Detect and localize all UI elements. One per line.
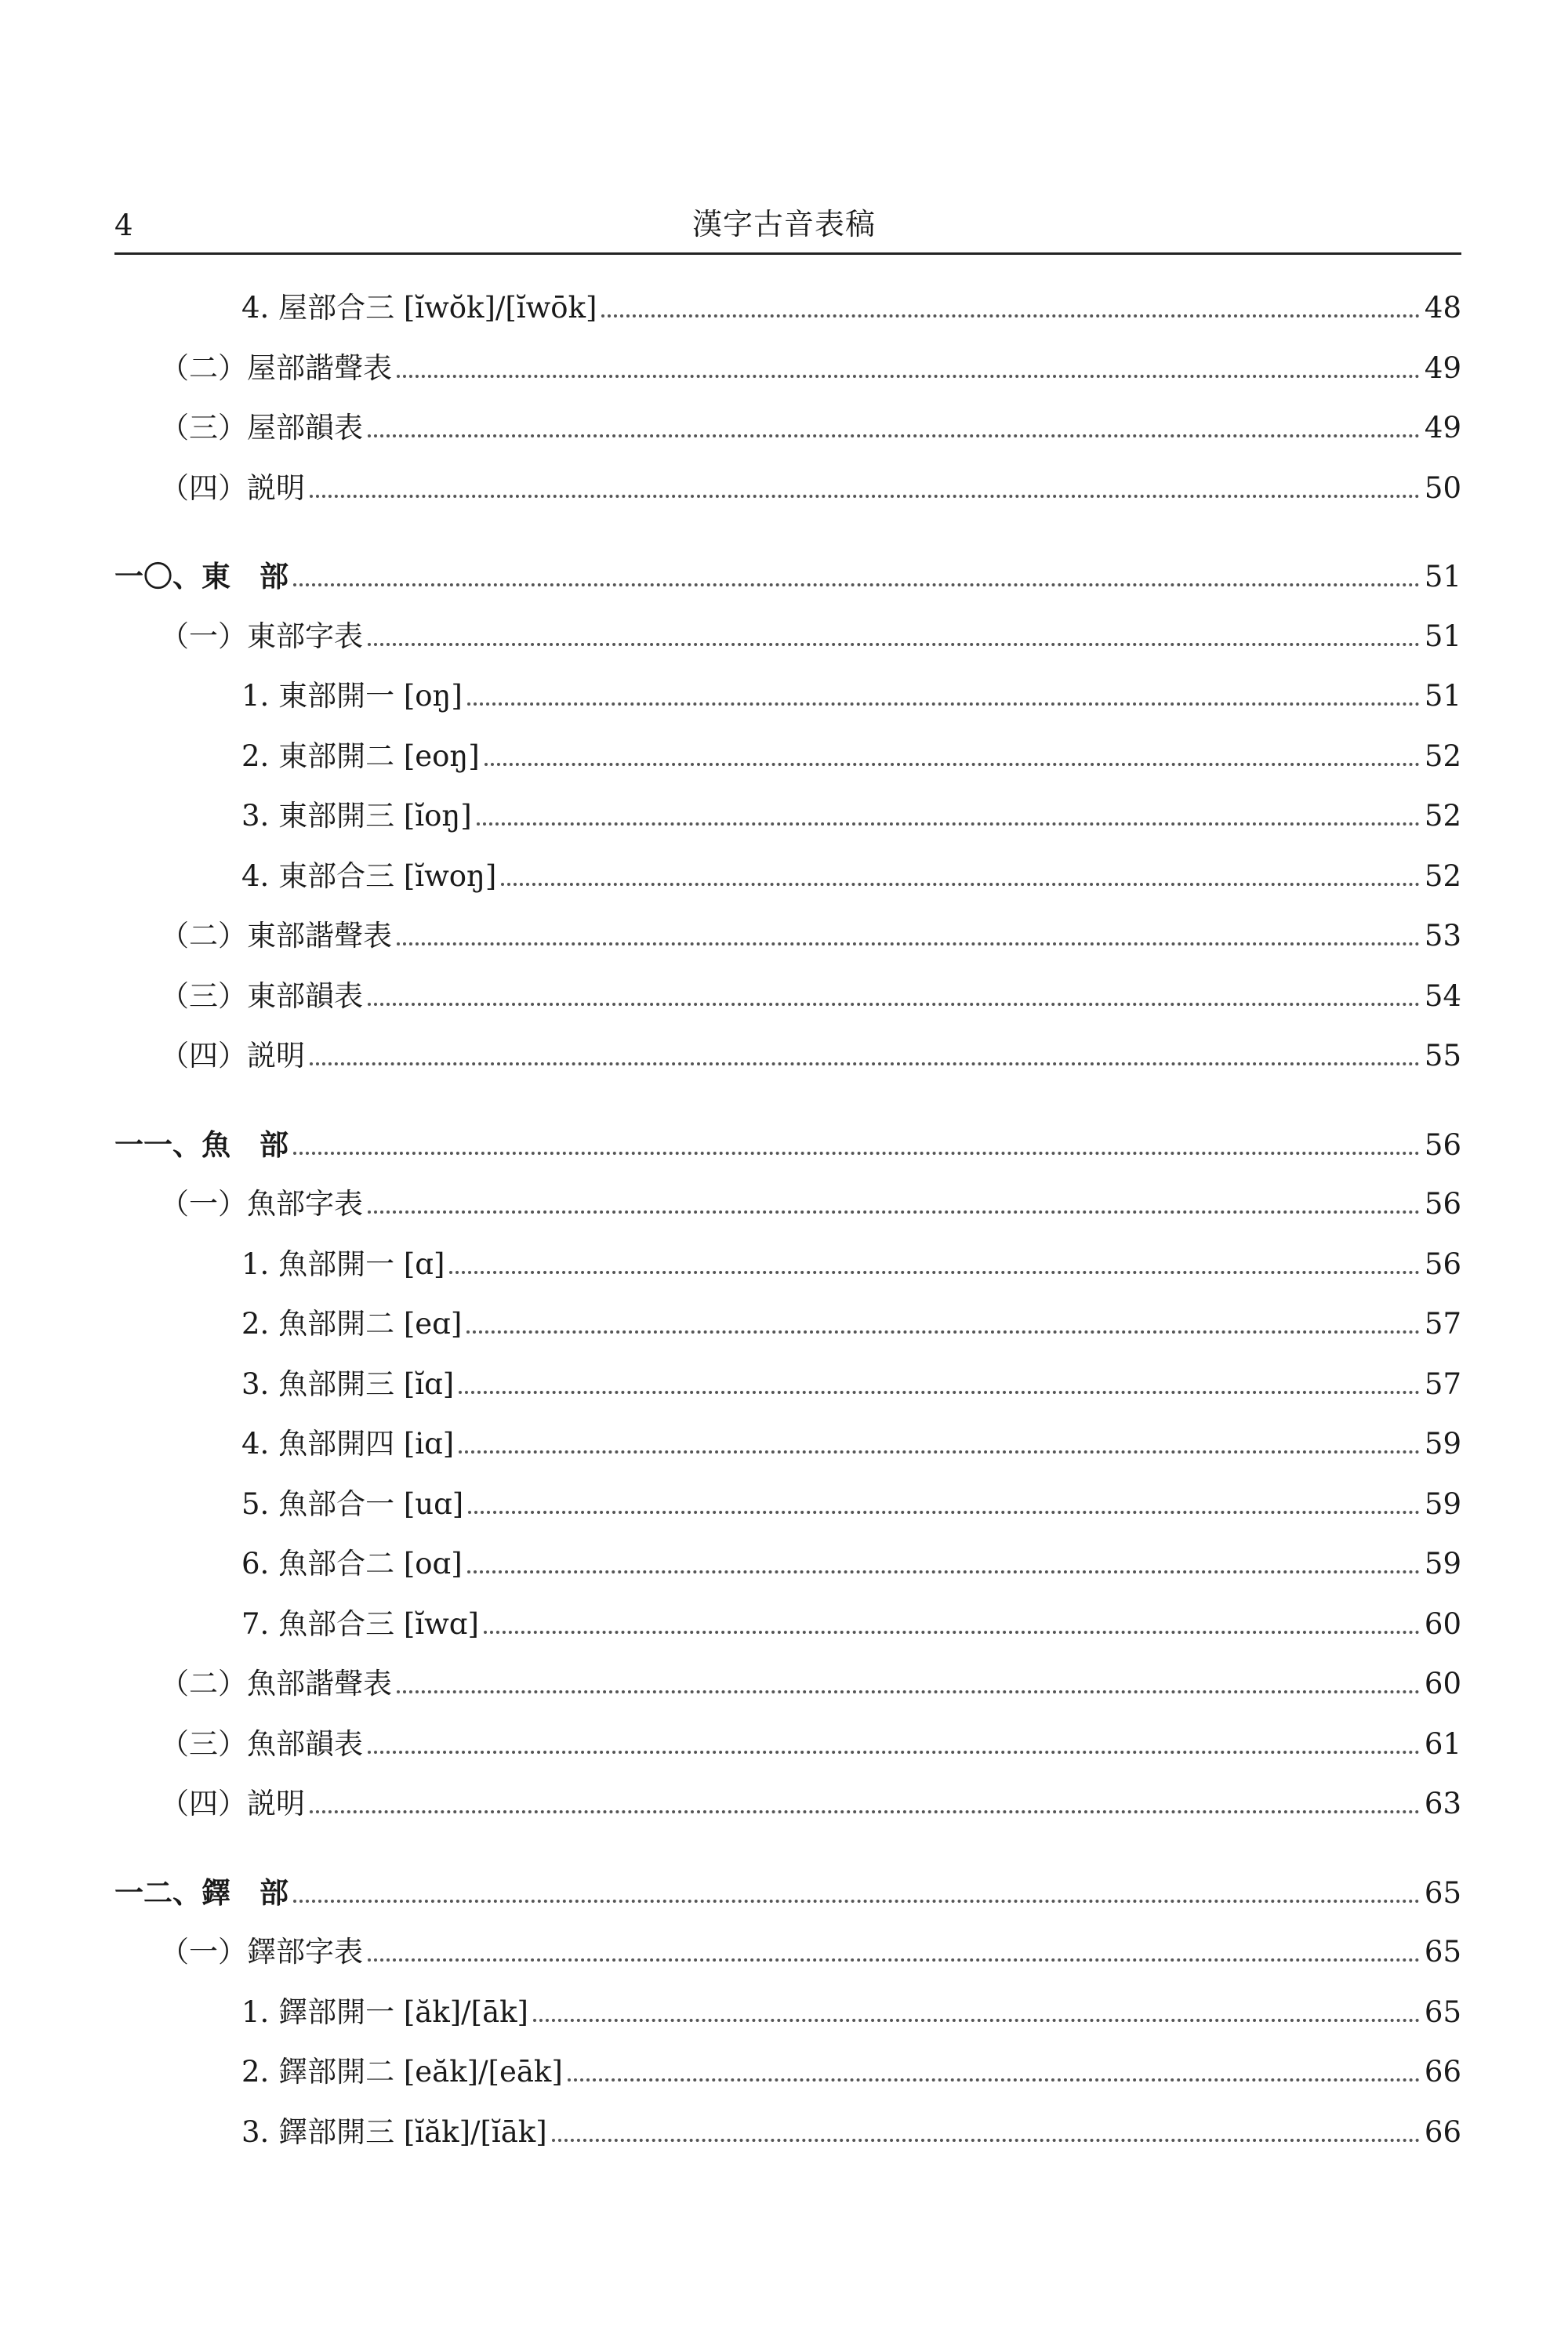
toc-entry [241,1546,1461,1582]
toc-entry [241,1426,1461,1462]
toc-page-number: 54 [1424,978,1461,1013]
toc-entry [160,1934,1461,1970]
subsection-title: 3. 魚部開三 [ĭɑ] [241,1367,455,1401]
toc-page-number: 52 [1424,799,1461,833]
subsection-title: 3. 東部開三 [ĭoŋ] [241,799,472,833]
subsection-title: 4. 東部合三 [ĭwoŋ] [241,858,497,893]
toc-page-number: 52 [1424,739,1461,773]
toc-entry [160,1726,1461,1762]
toc-page-number: 59 [1424,1547,1461,1581]
page-number: 4 [114,209,133,242]
subsection-title: 2. 鐸部開二 [eăk]/[eāk] [241,2055,563,2089]
toc-entry [241,2054,1461,2090]
toc-page-number: 49 [1424,350,1461,385]
dot-leader [368,434,1420,437]
toc-page-number: 48 [1424,291,1461,325]
section-title: （三）魚部韻表 [160,1726,363,1761]
toc-page-number: 50 [1424,470,1461,505]
section-title: （二）東部諧聲表 [160,919,392,953]
toc-entry [241,1367,1461,1403]
section-title: （四）説明 [160,1787,305,1820]
toc-entry [114,1127,1461,1163]
toc-page-number: 53 [1424,919,1461,953]
toc-entry [241,1306,1461,1342]
toc-page-number: 66 [1424,2114,1461,2149]
section-title: （二）屋部諧聲表 [160,350,392,385]
dot-leader [477,822,1420,826]
toc-page-number: 57 [1424,1307,1461,1341]
toc-page-number: 65 [1424,1875,1461,1910]
subsection-title: 6. 魚部合二 [oɑ] [241,1547,463,1581]
toc-entry [114,558,1461,595]
toc-entry [160,470,1461,506]
dot-leader [310,1062,1420,1065]
subsection-title: 7. 魚部合三 [ĭwɑ] [241,1606,479,1641]
header-rule [114,252,1461,255]
toc-page-number: 61 [1424,1726,1461,1761]
toc-entry [241,1606,1461,1642]
dot-leader [601,314,1419,318]
section-title: （三）東部韻表 [160,978,363,1013]
subsection-title: 5. 魚部合一 [uɑ] [241,1486,464,1521]
toc-page-number: 56 [1424,1187,1461,1221]
dot-leader [468,1511,1420,1514]
toc-entry [160,410,1461,446]
section-title: （二）魚部諧聲表 [160,1667,392,1700]
dot-leader [568,2078,1420,2082]
toc-page-number: 49 [1424,411,1461,445]
chapter-title: 一一、魚 部 [114,1127,289,1162]
section-title: （一）鐸部字表 [160,1935,363,1969]
subsection-title: 2. 魚部開二 [eɑ] [241,1307,463,1341]
toc-entry [241,858,1461,895]
toc-entry [160,978,1461,1014]
dot-leader [485,763,1420,766]
dot-leader [368,1958,1420,1962]
toc-page-number: 57 [1424,1367,1461,1401]
toc-page-number: 60 [1424,1606,1461,1641]
subsection-title: 2. 東部開二 [eoŋ] [241,739,480,773]
toc-entry [241,1486,1461,1523]
toc-page-number: 63 [1424,1787,1461,1820]
dot-leader [459,1450,1420,1454]
toc-page-number: 65 [1424,1935,1461,1969]
subsection-title: 4. 屋部合三 [ĭwŏk]/[ĭwōk] [241,291,597,325]
dot-leader [310,495,1420,498]
toc-entry [241,798,1461,834]
toc-page-number: 51 [1424,619,1461,653]
toc-entry [241,678,1461,714]
section-title: （一）東部字表 [160,619,363,653]
dot-leader [467,702,1420,706]
dot-leader [310,1810,1420,1813]
dot-leader [368,1210,1420,1214]
dot-leader [397,375,1420,378]
toc-entry [160,350,1461,387]
dot-leader [459,1391,1420,1394]
toc-entry [241,1247,1461,1283]
toc-page-number: 51 [1424,679,1461,713]
section-title: （一）魚部字表 [160,1187,363,1221]
toc-entry [160,918,1461,954]
dot-leader [501,883,1420,886]
dot-leader [293,1152,1420,1155]
section-title: （四）説明 [160,470,305,505]
toc-entry [160,1038,1461,1074]
subsection-title: 1. 東部開一 [oŋ] [241,679,463,713]
chapter-title: 一〇、東 部 [114,559,289,593]
toc-page-number: 56 [1424,1127,1461,1162]
dot-leader [533,2019,1420,2022]
toc-entry [114,1875,1461,1911]
toc-page-number: 55 [1424,1039,1461,1073]
section-title: （四）説明 [160,1039,305,1073]
running-title: 漢字古音表稿 [691,207,876,241]
dot-leader [293,1900,1420,1903]
toc-entry [160,1186,1461,1222]
toc-page-number: 59 [1424,1427,1461,1461]
subsection-title: 1. 鐸部開一 [ăk]/[āk] [241,1994,528,2029]
dot-leader [466,1330,1420,1334]
toc-page-number: 51 [1424,560,1461,593]
toc-entry [241,290,1461,326]
toc-entry [160,1786,1461,1822]
dot-leader [467,1570,1420,1573]
dot-leader [368,643,1420,646]
dot-leader [552,2139,1420,2142]
dot-leader [449,1271,1420,1274]
toc-page-number: 52 [1424,858,1461,893]
toc-page-number: 65 [1424,1994,1461,2029]
subsection-title: 1. 魚部開一 [ɑ] [241,1247,445,1281]
section-title: （三）屋部韻表 [160,411,363,445]
dot-leader [397,942,1420,946]
dot-leader [368,1003,1420,1006]
toc-entry [160,619,1461,655]
subsection-title: 4. 魚部開四 [iɑ] [241,1427,455,1461]
subsection-title: 3. 鐸部開三 [ĭăk]/[ĭāk] [241,2114,547,2149]
toc-page-number: 66 [1424,2055,1461,2089]
chapter-title: 一二、鐸 部 [114,1875,289,1910]
toc-entry [241,739,1461,775]
toc-page-number: 59 [1424,1486,1461,1521]
dot-leader [368,1751,1420,1754]
dot-leader [484,1631,1420,1634]
toc-page-number: 60 [1424,1667,1461,1700]
toc-entry [241,2114,1461,2151]
toc-page-number: 56 [1424,1247,1461,1281]
dot-leader [293,583,1420,586]
dot-leader [397,1690,1420,1693]
toc-entry [160,1666,1461,1702]
toc-entry [241,1994,1461,2031]
